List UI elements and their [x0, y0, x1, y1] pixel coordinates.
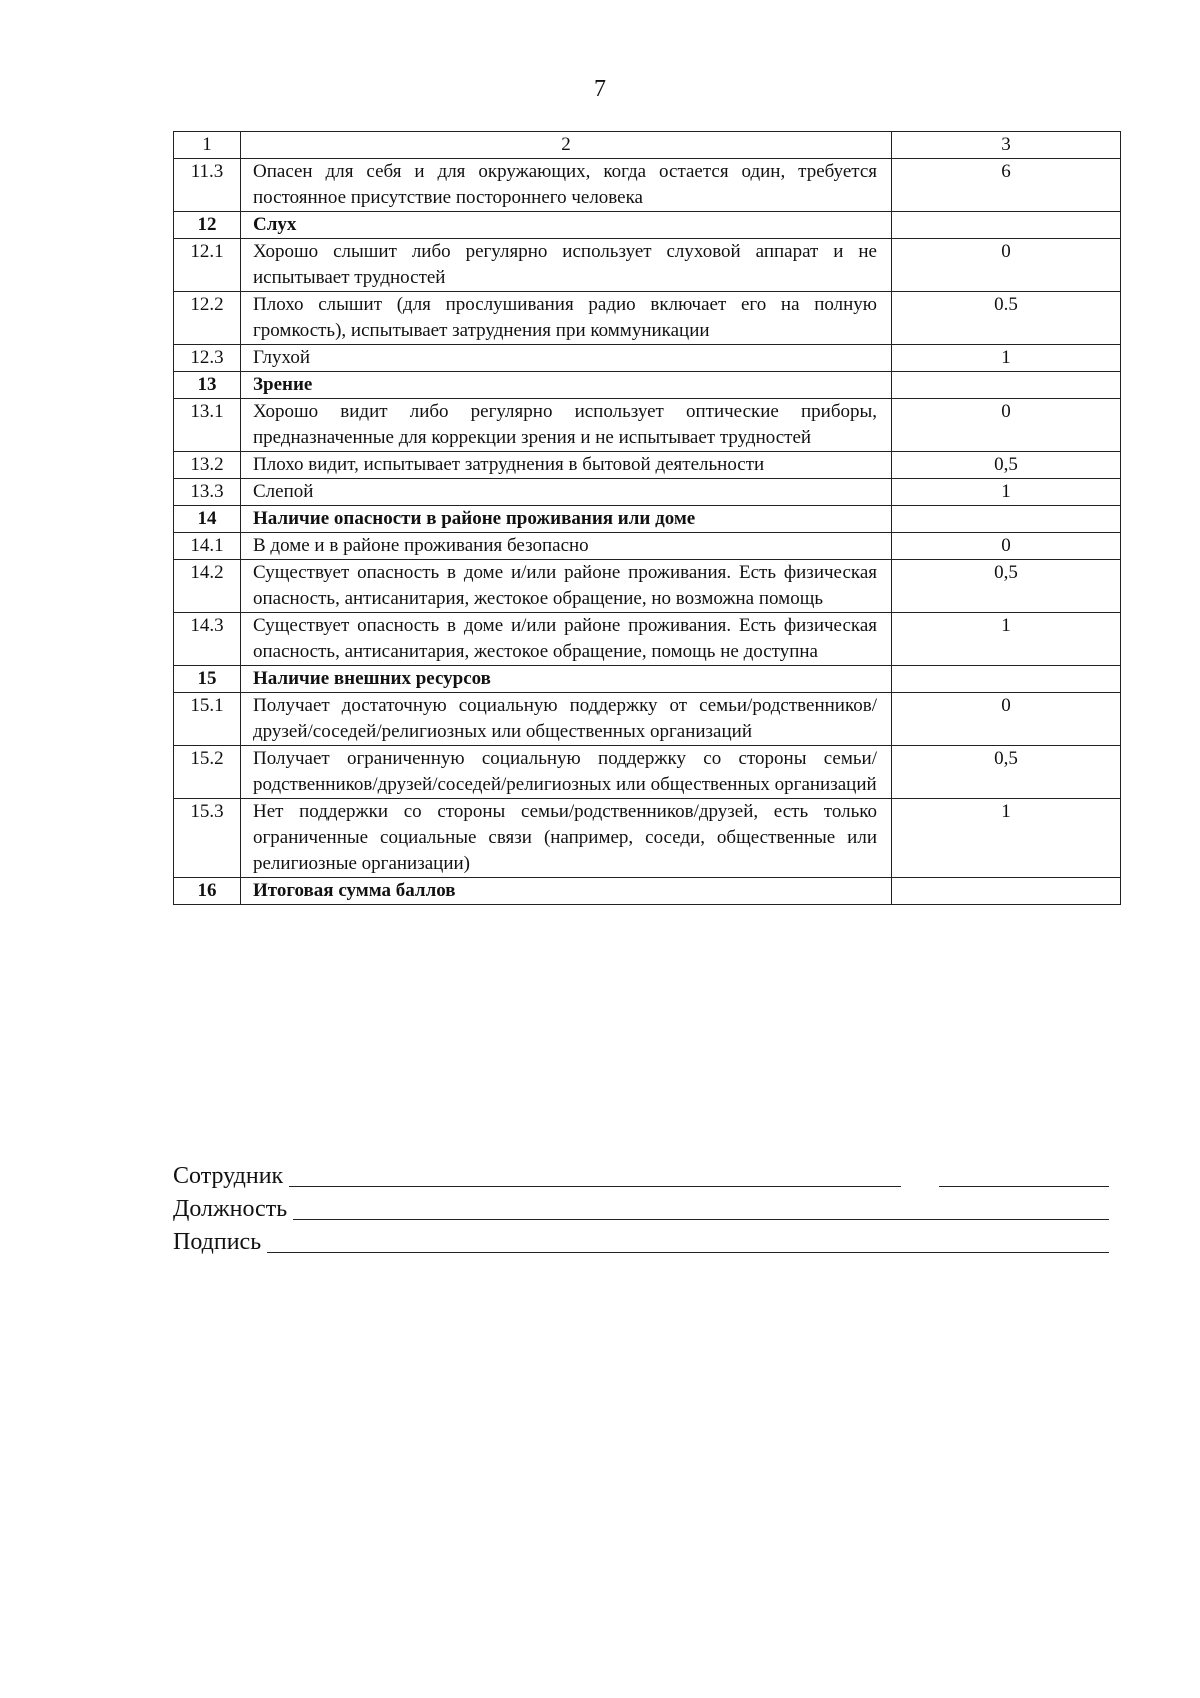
table-row [174, 693, 1121, 746]
table-row [174, 533, 1121, 560]
row-number: 14.2 [174, 560, 241, 613]
table-row [174, 799, 1121, 878]
row-description: Хорошо видит либо регулярно использует оптические приборы, предназначенные для коррекции зрения и не испытывает трудностей [241, 399, 892, 452]
row-number: 13 [174, 372, 241, 399]
row-score: 0 [892, 399, 1121, 452]
row-score: 1 [892, 345, 1121, 372]
row-description: Наличие внешних ресурсов [241, 666, 892, 693]
section-row [174, 212, 1121, 239]
row-number: 16 [174, 878, 241, 905]
row-score: 0,5 [892, 452, 1121, 479]
row-score: 0,5 [892, 560, 1121, 613]
section-row [174, 506, 1121, 533]
table-row [174, 399, 1121, 452]
employee-extra-field[interactable] [939, 1162, 1109, 1187]
row-number: 11.3 [174, 159, 241, 212]
table-row [174, 345, 1121, 372]
row-score: 0 [892, 239, 1121, 292]
row-number: 15.2 [174, 746, 241, 799]
row-score: 1 [892, 799, 1121, 878]
table-row [174, 452, 1121, 479]
row-description: Получает достаточную социальную поддержку от семьи/родственников/друзей/соседей/религиозных или общественных организаций [241, 693, 892, 746]
row-number: 13.3 [174, 479, 241, 506]
row-score: 6 [892, 159, 1121, 212]
row-number: 14.1 [174, 533, 241, 560]
signature-block [173, 1160, 1109, 1259]
row-description: Нет поддержки со стороны семьи/родственников/друзей, есть только ограниченные социальные связи (например, соседи, общественные или религиозные организации) [241, 799, 892, 878]
signature-label: Подпись [173, 1229, 262, 1255]
row-score: 0.5 [892, 292, 1121, 345]
row-description: Глухой [241, 345, 892, 372]
row-number: 12.3 [174, 345, 241, 372]
header-col-description: 2 [241, 132, 892, 159]
row-score: 0 [892, 533, 1121, 560]
row-description: Слух [241, 212, 892, 239]
assessment-table [173, 131, 1121, 905]
position-line [173, 1193, 1109, 1226]
row-score: 1 [892, 479, 1121, 506]
header-col-number: 1 [174, 132, 241, 159]
table-header-row [174, 132, 1121, 159]
row-description: Зрение [241, 372, 892, 399]
row-description: Опасен для себя и для окружающих, когда остается один, требуется постоянное присутствие постороннего человека [241, 159, 892, 212]
row-number: 15 [174, 666, 241, 693]
row-number: 15.3 [174, 799, 241, 878]
row-description: Наличие опасности в районе проживания или доме [241, 506, 892, 533]
row-score [892, 878, 1121, 905]
row-description: Плохо слышит (для прослушивания радио включает его на полную громкость), испытывает затруднения при коммуникации [241, 292, 892, 345]
position-label: Должность [173, 1196, 288, 1222]
table-row [174, 746, 1121, 799]
table-row [174, 479, 1121, 506]
section-row [174, 666, 1121, 693]
row-description: В доме и в районе проживания безопасно [241, 533, 892, 560]
row-score [892, 666, 1121, 693]
assessment-table-body [174, 132, 1121, 905]
row-description: Получает ограниченную социальную поддержку со стороны семьи/родственников/друзей/соседей/религиозных или общественных организаций [241, 746, 892, 799]
table-row [174, 560, 1121, 613]
page-number: 7 [594, 76, 606, 102]
row-number: 13.2 [174, 452, 241, 479]
row-number: 14.3 [174, 613, 241, 666]
row-description: Плохо видит, испытывает затруднения в бытовой деятельности [241, 452, 892, 479]
row-description: Существует опасность в доме и/или районе проживания. Есть физическая опасность, антисанитария, жестокое обращение, помощь не доступна [241, 613, 892, 666]
row-score: 1 [892, 613, 1121, 666]
row-number: 13.1 [174, 399, 241, 452]
table-row [174, 159, 1121, 212]
row-score [892, 212, 1121, 239]
position-field[interactable] [293, 1195, 1109, 1220]
row-number: 12.1 [174, 239, 241, 292]
row-description: Хорошо слышит либо регулярно использует слуховой аппарат и не испытывает трудностей [241, 239, 892, 292]
section-row [174, 878, 1121, 905]
row-description: Слепой [241, 479, 892, 506]
row-score [892, 506, 1121, 533]
employee-line [173, 1160, 1109, 1193]
row-number: 12.2 [174, 292, 241, 345]
row-description: Итоговая сумма баллов [241, 878, 892, 905]
row-score: 0 [892, 693, 1121, 746]
header-col-score: 3 [892, 132, 1121, 159]
table-row [174, 292, 1121, 345]
signature-field[interactable] [267, 1228, 1109, 1253]
employee-field[interactable] [289, 1162, 901, 1187]
row-score: 0,5 [892, 746, 1121, 799]
table-row [174, 613, 1121, 666]
employee-label: Сотрудник [173, 1163, 284, 1189]
section-row [174, 372, 1121, 399]
row-number: 15.1 [174, 693, 241, 746]
row-description: Существует опасность в доме и/или районе проживания. Есть физическая опасность, антисанитария, жестокое обращение, но возможна помощь [241, 560, 892, 613]
table-row [174, 239, 1121, 292]
row-score [892, 372, 1121, 399]
signature-line [173, 1226, 1109, 1259]
row-number: 14 [174, 506, 241, 533]
row-number: 12 [174, 212, 241, 239]
